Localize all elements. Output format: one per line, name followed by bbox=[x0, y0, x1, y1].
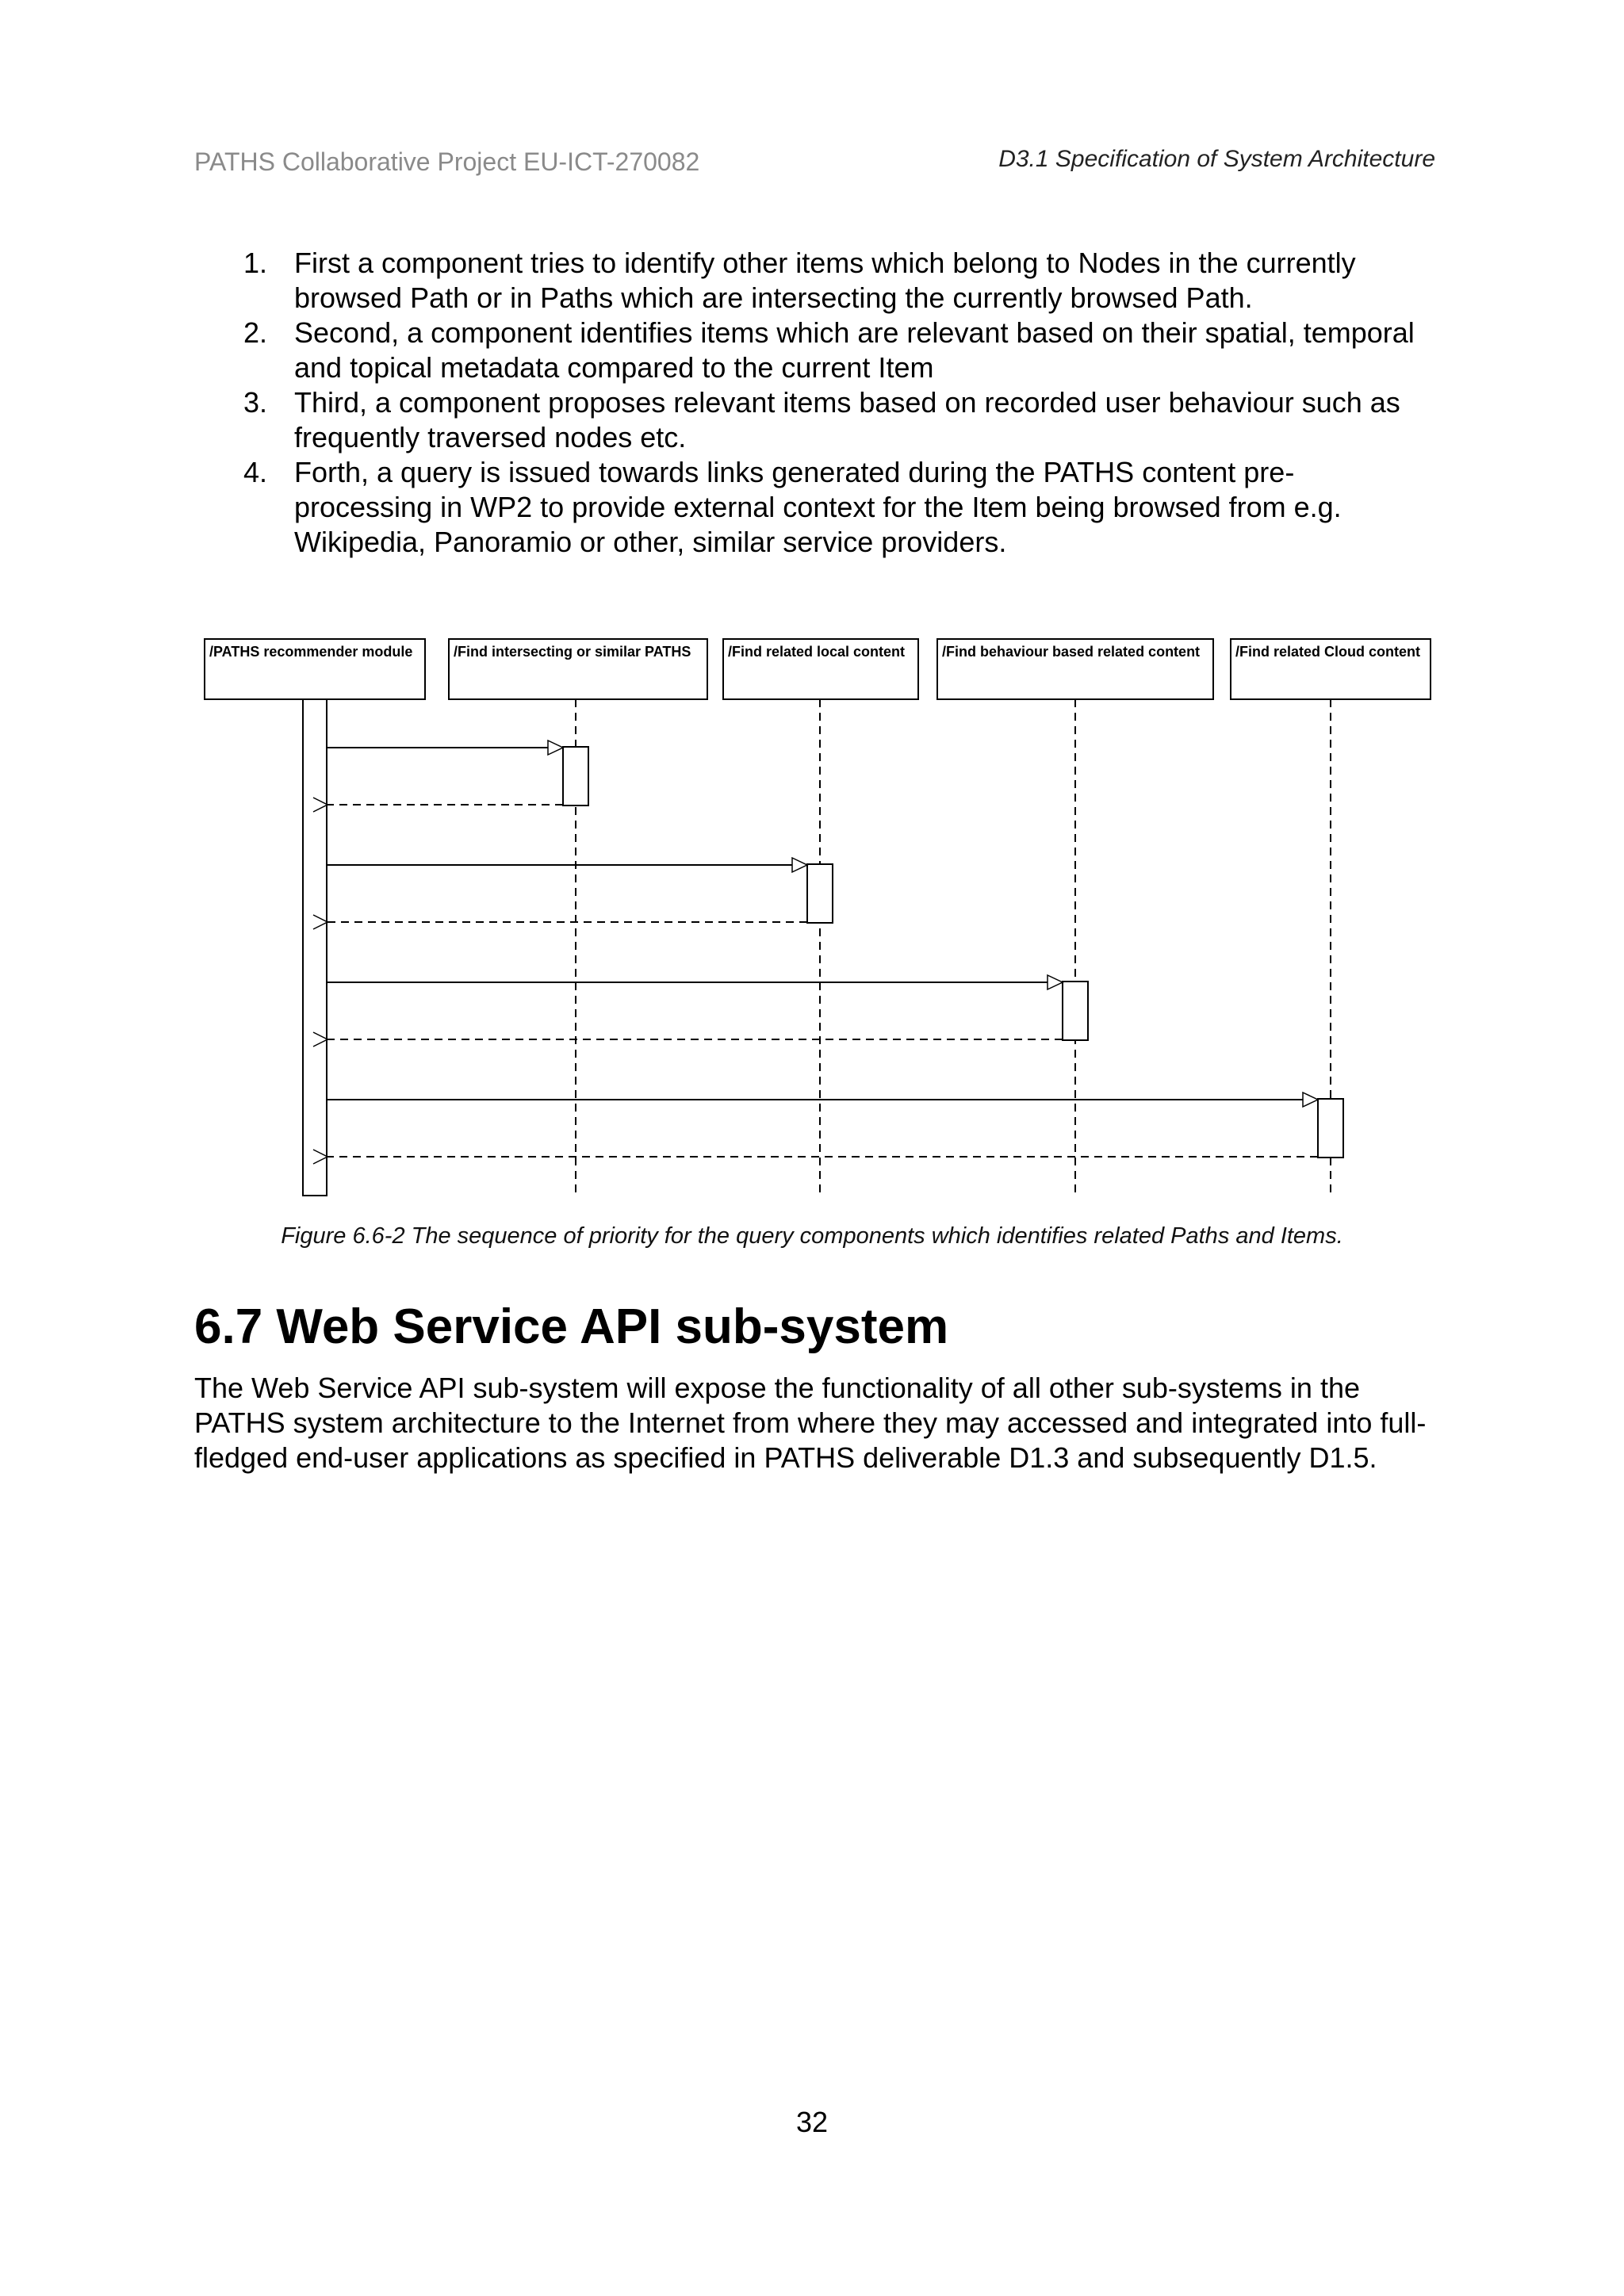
list-item-text: Second, a component identifies items which are relevant based on their spatial, temporal and topical metadata compared to the current Item bbox=[294, 316, 1415, 384]
activation-box bbox=[1063, 982, 1088, 1040]
lifeline-label: /Find behaviour based related content bbox=[942, 644, 1201, 660]
lifeline-behaviour-content bbox=[937, 639, 1213, 699]
lifeline-label: /PATHS recommender module bbox=[209, 644, 413, 660]
activation-box bbox=[807, 864, 833, 923]
lifeline-label: /Find related Cloud content bbox=[1235, 644, 1420, 660]
lifeline-local-content bbox=[723, 639, 918, 699]
list-item-number: 2. bbox=[243, 316, 268, 349]
list-item-text: First a component tries to identify other items which belong to Nodes in the currently browsed Path or in Paths which are intersecting the currently browsed Path. bbox=[294, 247, 1356, 314]
lifeline-label: /Find related local content bbox=[728, 644, 906, 660]
figure-caption: Figure 6.6-2 The sequence of priority for the query components which identifies related Paths and Items. bbox=[281, 1223, 1343, 1249]
lifeline-cloud-content bbox=[1231, 639, 1431, 699]
page-number: 32 bbox=[795, 2106, 829, 2138]
list-item-number: 3. bbox=[243, 386, 268, 419]
header-document-title: D3.1 Specification of System Architecture bbox=[998, 146, 1435, 172]
lifeline-recommender bbox=[205, 639, 425, 699]
list-item-text: Third, a component proposes relevant items based on recorded user behaviour such as frequently traversed nodes etc. bbox=[294, 386, 1400, 453]
section-title: 6.7 Web Service API sub-system bbox=[194, 1299, 949, 1354]
list-item-text: Forth, a query is issued towards links generated during the PATHS content pre-processing in WP2 to provide external context for the Item being browsed from e.g. Wikipedia, Panoramio or other, similar service providers. bbox=[294, 456, 1342, 558]
header-project: PATHS Collaborative Project EU-ICT-270082 bbox=[194, 147, 700, 176]
recommender-activation-bar bbox=[303, 699, 327, 1196]
lifeline-label: /Find intersecting or similar PATHS bbox=[454, 644, 691, 660]
activation-box bbox=[1318, 1099, 1343, 1158]
activation-box bbox=[563, 747, 588, 806]
list-item-number: 1. bbox=[243, 247, 268, 279]
list-item-number: 4. bbox=[243, 456, 268, 488]
section-body: The Web Service API sub-system will expose the functionality of all other sub-systems in the PATHS system architecture to the Internet from where they may accessed and integrated into full-fledged end-user applications as specified in PATHS deliverable D1.3 and subsequently D1.5. bbox=[194, 1372, 1427, 1474]
lifeline-intersecting-paths bbox=[449, 639, 707, 699]
